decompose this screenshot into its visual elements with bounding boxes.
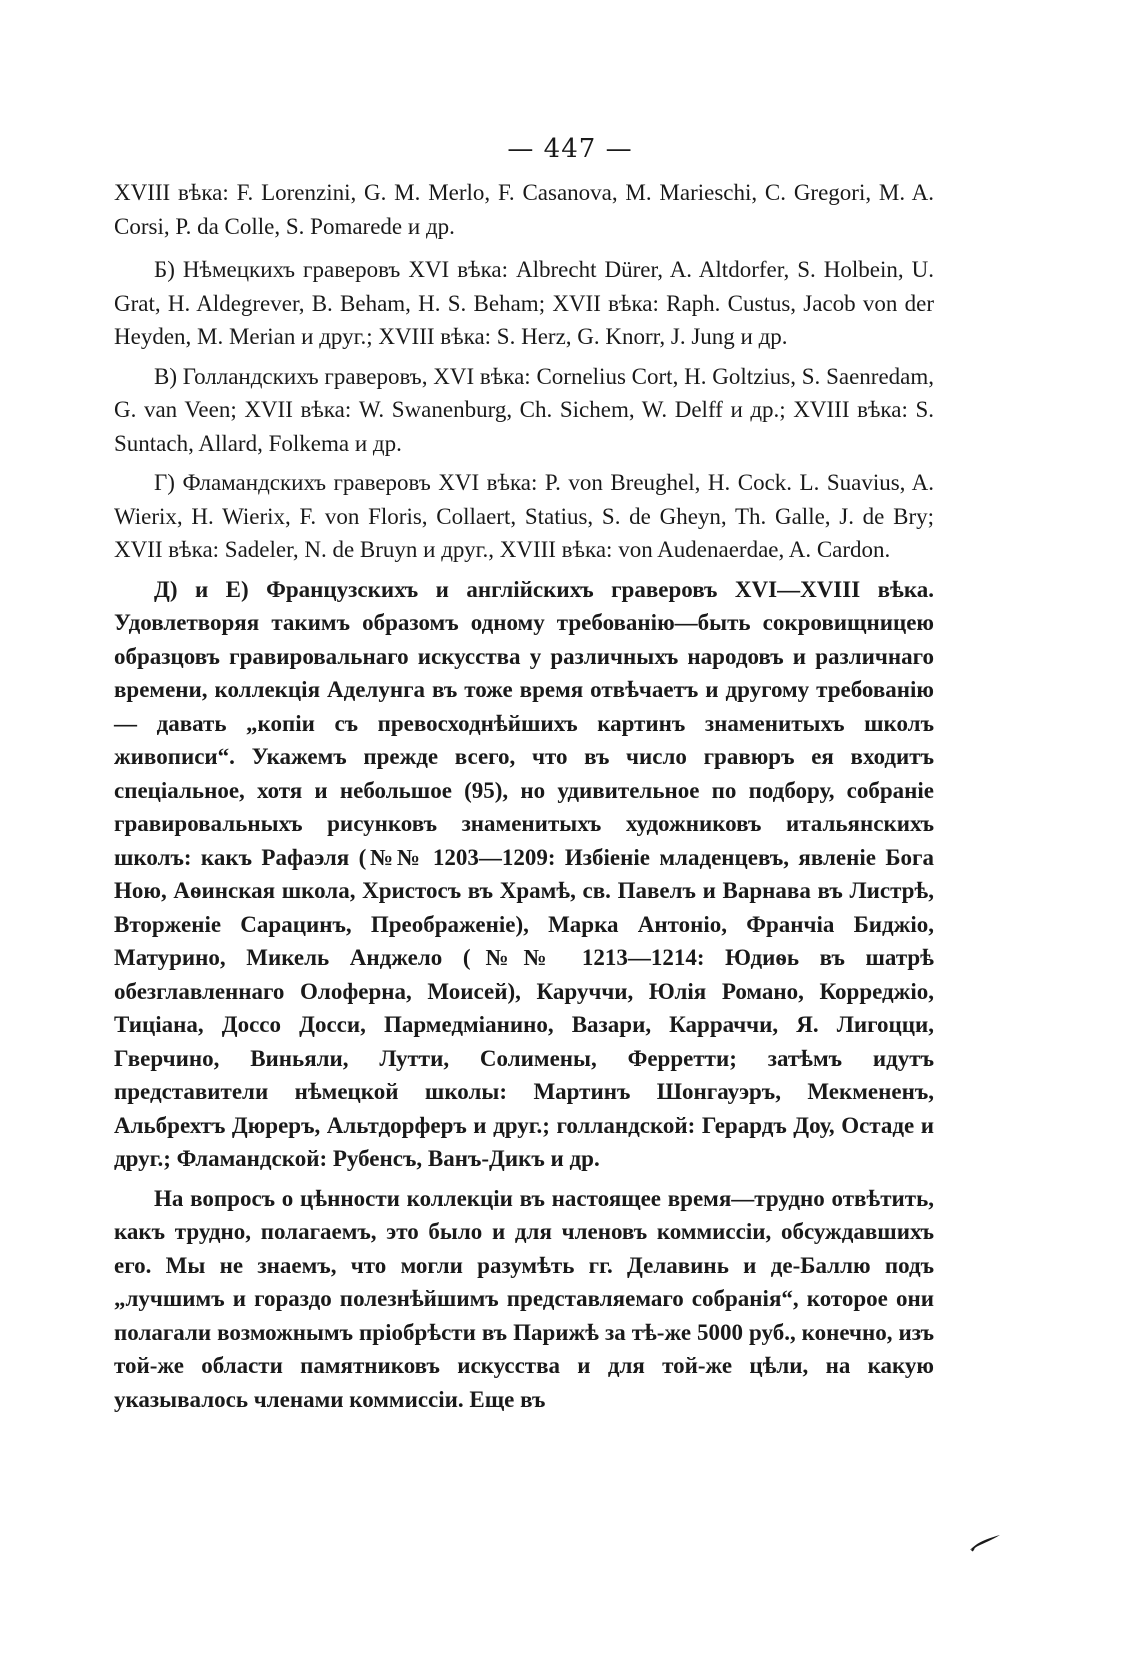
document-body xyxy=(114,176,934,1422)
paragraph-flemish-engravers: Г) Фламандскихъ граверовъ XVI вѣка: P. von Breughel, H. Cock. L. Suavius, A. Wierix, H. Wierix, F. von Floris, Collaert, Statius, S. de Gheyn, Th. Galle, J. de Bry; XVII вѣка: Sadeler, N. de Bruyn и друг., XVIII вѣка: von Audenaerdae, A. Cardon. xyxy=(114,470,934,562)
paragraph-collection-value: На вопросъ о цѣнности коллекціи въ настоящее время—трудно отвѣтить, какъ трудно, полагаемъ, это было и для членовъ коммиссіи, обсуждавшихъ его. Мы не знаемъ, что могли разумѣть гг. Делавинь и де-Баллю подъ „лучшимъ и гораздо полезнѣйшимъ представляемаго собранія“, которое они полагали возможнымъ пріобрѣсти въ Парижѣ за тѣ-же 5000 руб., конечно, изъ той-же области памятниковъ искусства и для той-же цѣли, на какую указывалось членами коммиссіи. Еще въ xyxy=(114,1185,934,1412)
paragraph-german-engravers: Б) Нѣмецкихъ граверовъ XVI вѣка: Albrecht Dürer, A. Altdorfer, S. Holbein, U. Grat, H. Aldegrever, B. Beham, H. S. Beham; XVII вѣка: Raph. Custus, Jacob von der Heyden, M. Merian и друг.; XVIII вѣка: S. Herz, G. Knorr, J. Jung и др. xyxy=(114,257,934,349)
paragraph-french-english-engravers: Д) и Е) Французскихъ и англійскихъ граверовъ XVI—XVIII вѣка. Удовлетворяя такимъ образомъ одному требованію—быть сокровищницею образцовъ гравировальнаго искусства у различныхъ народовъ и различнаго времени, коллекція Аделунга въ тоже время отвѣчаетъ и другому требованію — давать „копіи съ превосходнѣйшихъ картинъ знаменитыхъ школъ живописи“. Укажемъ прежде всего, что въ число гравюръ ея входитъ спеціальное, хотя и небольшое (95), но удивительное по подбору, собраніе гравировальныхъ рисунковъ знаменитыхъ художниковъ итальянскихъ школъ: какъ Рафаэля (№№ 1203—1209: Избіеніе младенцевъ, явленіе Бога Ною, Аѳинская школа, Христосъ въ Храмѣ, св. Павелъ и Варнава въ Листрѣ, Вторженіе Сарацинъ, Преображеніе), Марка Антоніо, Франчіа Биджіо, Матурино, Микель Анджело (№№ 1213—1214: Юдиѳь въ шатрѣ обезглавленнаго Олоферна, Моисей), Каруччи, Юлія Романо, Корреджіо, Тиціана, Доссо Досси, Пармедміанино, Вазари, Карраччи, Я. Лигоцци, Гверчино, Виньяли, Лутти, Солимены, Ферретти; затѣмъ идутъ представители нѣмецкой школы: Мартинъ Шонгауэръ, Мекмененъ, Альбрехтъ Дюреръ, Альтдорферъ и друг.; голландской: Герардъ Доу, Остаде и друг.; Фламандской: Рубенсъ, Ванъ-Дикъ и др. xyxy=(114,576,934,1171)
page-number: — 447 — xyxy=(507,134,633,164)
ink-mark-icon xyxy=(968,1532,1002,1552)
paragraph-dutch-engravers: В) Голландскихъ граверовъ, XVI вѣка: Cornelius Cort, H. Goltzius, S. Saenredam, G. van Veen; XVII вѣка: W. Swanenburg, Ch. Sichem, W. Delff и др.; XVIII вѣка: S. Suntach, Allard, Folkema и др. xyxy=(114,363,934,456)
paragraph-xviii-italian: XVIII вѣка: F. Lorenzini, G. M. Merlo, F. Casanova, M. Marieschi, C. Gregori, M. A. Corsi, P. da Colle, S. Pomarede и др. xyxy=(114,180,934,239)
